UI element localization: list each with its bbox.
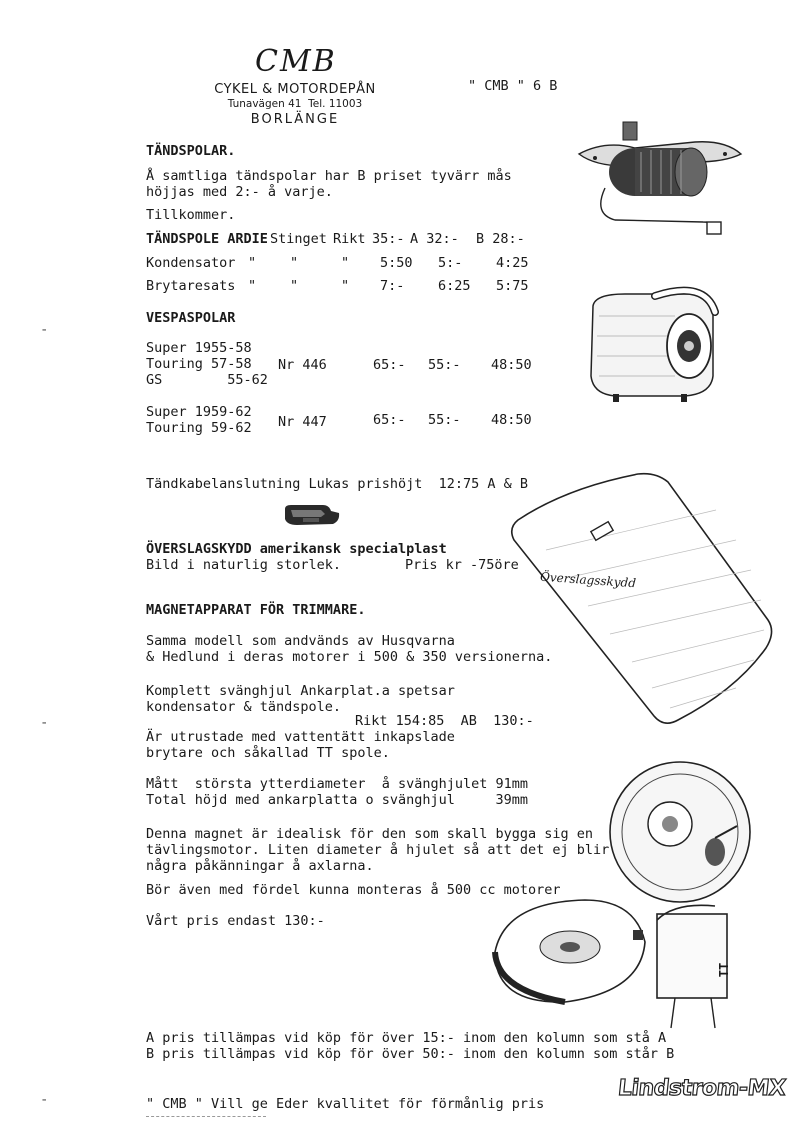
vespa-model: GS 55-62 [146,372,268,388]
tandspolar-note-3: Tillkommer. [146,207,236,223]
price-row-b: 4:25 [496,255,529,271]
footer-a-rule: A pris tillämpas vid köp för över 15:- inom den kolumn som stå A [146,1030,667,1046]
price-row-col1: " [248,255,257,271]
page-reference: " CMB " 6 B [468,78,558,94]
vespa-model: Touring 59-62 [146,420,252,436]
overslag-title: ÖVERSLAGSKYDD amerikansk specialplast [146,541,447,557]
margin-mark: - [40,1092,49,1108]
price-row-b: B 28:- [476,231,525,247]
price-row-col2: " [290,278,299,294]
section-title-vespaspolar: VESPASPOLAR [146,310,236,326]
company-name: CYKEL & MOTORDEPÅN [214,82,376,97]
price-row-a: 6:25 [438,278,471,294]
magnet-price-line: Rikt 154:85 AB 130:- [355,713,534,729]
vespa-part-number: Nr 447 [278,414,327,430]
price-row-name: Kondensator [146,255,236,271]
magnet-desc-3: några påkänningar å axlarna. [146,858,374,874]
price-row-a: A 32:- [410,231,459,247]
price-row-rikt: 35:- [372,231,405,247]
magnet-desc-4: Bör även med fördel kunna monteras å 500 cc motorer [146,882,561,898]
vespa-price-rikt: 65:- [373,357,406,373]
price-row-a: 5:- [438,255,463,271]
section-title-tandspolar: TÄNDSPOLAR. [146,143,236,159]
price-row-col3: " [341,255,350,271]
magnet-p1-line2: & Hedlund i deras motorer i 500 & 350 versionerna. [146,649,553,665]
price-row-col2: " [290,255,299,271]
margin-mark: - [40,322,49,338]
price-row-col3: " [341,278,350,294]
ignition-coil-illustration [575,118,745,240]
vespa-price-b: 48:50 [491,412,532,428]
tandspolar-note-2: höjjas med 2:- å varje. [146,184,333,200]
tt-coil-label: TT [717,962,732,978]
magnet-desc-1: Denna magnet är idealisk för den som skall bygga sig en [146,826,594,842]
magnet-p3-line1: Är utrustade med vattentätt inkapslade [146,729,455,745]
magnet-desc-2: tävlingsmotor. Liten diameter å hjulet så att det ej blir [146,842,610,858]
vespa-coil-illustration [585,286,720,408]
magnet-title: MAGNETAPPARAT FÖR TRIMMARE. [146,602,366,618]
magnet-p2-line1: Komplett svänghjul Ankarplat.a spetsar [146,683,455,699]
vespa-price-rikt: 65:- [373,412,406,428]
handwritten-note: Överslagsskydd [539,569,637,591]
vespa-price-b: 48:50 [491,357,532,373]
watermark: Lindstrom-MX [616,1076,787,1101]
price-row-b: 5:75 [496,278,529,294]
vespa-model: Touring 57-58 [146,356,252,372]
price-row-name: Brytaresats [146,278,236,294]
tandspolar-note-1: Å samtliga tändspolar har B priset tyvärr mås [146,168,512,184]
magnet-measure-2: Total höjd med ankarplatta o svänghjul 39mm [146,792,529,808]
vespa-model: Super 1955-58 [146,340,252,356]
price-row-rikt: 5:50 [380,255,413,271]
vespa-price-a: 55:- [428,412,461,428]
tandkabel-line: Tändkabelanslutning Lukas prishöjt 12:75 A & B [146,476,529,492]
margin-mark: - [40,715,49,731]
magnet-measure-1: Mått största ytterdiameter å svänghjulet 91mm [146,776,529,792]
price-row-col1: Stinget [270,231,327,247]
price-row-rikt: 7:- [380,278,405,294]
price-row-name: TÄNDSPOLE ARDIE [146,231,268,247]
company-city: BORLÄNGE [250,112,340,127]
magnet-our-price: Vårt pris endast 130:- [146,913,325,929]
overslagskydd-illustration [506,470,776,732]
footer-b-rule: B pris tillämpas vid köp för över 50:- inom den kolumn som står B [146,1046,675,1062]
price-row-col1: " [248,278,257,294]
vespa-part-number: Nr 446 [278,357,327,373]
footer-slogan: " CMB " Vill ge Eder kvallitet för förmånlig pris [146,1096,545,1112]
magnet-p1-line1: Samma modell som andvänds av Husqvarna [146,633,455,649]
vespa-price-a: 55:- [428,357,461,373]
magneto-illustration [475,752,755,1032]
magnet-p3-line2: brytare och såkallad TT spole. [146,745,390,761]
vespa-model: Super 1959-62 [146,404,252,420]
cut-off-line [146,1116,266,1121]
magnet-p2-line2: kondensator & tändspole. [146,699,342,715]
overslag-price: Pris kr -75öre [405,557,519,573]
overslag-line-2: Bild i naturlig storlek. [146,557,342,573]
cable-connector-image [283,503,341,527]
company-address: Tunavägen 41 Tel. 11003 [227,98,363,110]
price-row-col2: Rikt [333,231,366,247]
company-logo: CMB [255,44,337,79]
